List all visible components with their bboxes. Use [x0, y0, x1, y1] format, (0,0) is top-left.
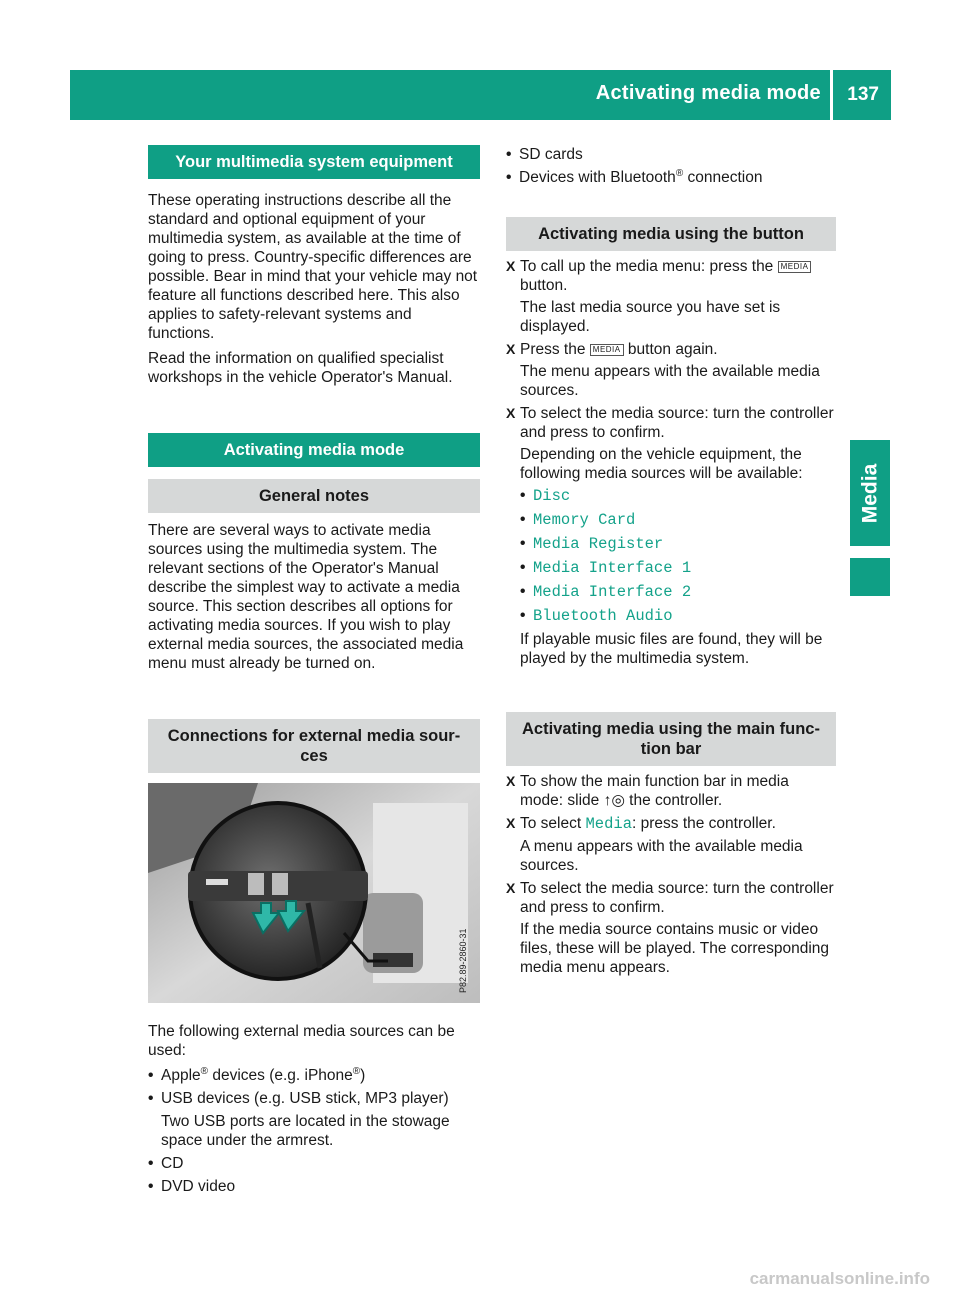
right-column [506, 145, 836, 981]
step-button-2-note: The menu appears with the available media sources. [520, 363, 820, 399]
step-arrow-icon: X [506, 258, 516, 274]
list-item-sd: • SD cards [506, 145, 836, 164]
heading-general-notes: General notes [148, 479, 480, 513]
step-button-2: X Press the MEDIA button again. The menu appears with the available media sources. [506, 340, 836, 400]
menu-item-memory-card: • Memory Card [520, 510, 836, 530]
menu-item-media-register: • Media Register [520, 534, 836, 554]
heading-activating-media-mode: Activating media mode [148, 433, 480, 467]
step-arrow-icon: X [506, 773, 516, 789]
heading-activating-button: Activating media using the button [506, 217, 836, 251]
menu-item-bluetooth-audio: • Bluetooth Audio [520, 606, 836, 626]
step-button-3: X To select the media source: turn the controller and press to confirm. Depending on the vehicle equipment, the following media sources will be available: • Disc • Memory Card • Media Register • Media Interface 1 • Media Interface 2 • Bluetooth Audio If playable music files are found, they will be played by the multimedia system. [506, 404, 836, 668]
connections-intro: The following external media sources can be used: [148, 1023, 455, 1059]
left-column [148, 145, 480, 1200]
media-key-icon: MEDIA [778, 261, 812, 273]
heading-connections: Connections for external media sour- ces [148, 719, 480, 773]
step-arrow-icon: X [506, 880, 516, 896]
step-bar-1: X To show the main function bar in media mode: slide ↑◎ the controller. [506, 773, 789, 809]
list-item-cd: • CD [148, 1154, 480, 1173]
heading-function-bar: Activating media using the main func- tion bar [506, 712, 836, 766]
list-item-usb: • USB devices (e.g. USB stick, MP3 player) [148, 1089, 480, 1108]
step-arrow-icon: X [506, 341, 516, 357]
menu-item-media: Media [585, 815, 632, 833]
usb-note: Two USB ports are located in the stowage space under the armrest. [161, 1113, 450, 1149]
media-key-icon: MEDIA [590, 344, 624, 356]
step-button-1-note: The last media source you have set is displayed. [520, 299, 781, 335]
list-item-dvd: • DVD video [148, 1177, 480, 1196]
step-bar-2: X To select Media: press the controller. A menu appears with the available media sources. [506, 814, 836, 875]
controller-slide-icon: ↑◎ [603, 792, 625, 809]
equipment-paragraph-2: Read the information on qualified specialist workshops in the vehicle Operator's Manual. [148, 350, 453, 386]
step-bar-3: X To select the media source: turn the controller and press to confirm. If the media source contains music or video files, these will be played. The corresponding media menu appears. [506, 879, 836, 977]
general-notes-paragraph: There are several ways to activate media sources using the multimedia system. The relevant sections of the Operator's Manual describe the simplest way to activate a media source. This section describes all options for activating media sources. If you wish to play external media sources, the associated media menu must already be turned on. [148, 522, 464, 672]
heading-equipment: Your multimedia system equipment [148, 145, 480, 179]
watermark: carmanualsonline.info [749, 1269, 930, 1288]
page-header [70, 70, 891, 120]
step-bar-3-note: If the media source contains music or video files, these will be played. The corresponding media menu appears. [520, 921, 830, 976]
step-button-3-note: Depending on the vehicle equipment, the following media sources will be available: [520, 446, 803, 482]
step-arrow-icon: X [506, 405, 516, 421]
side-tab-label: Media [858, 463, 882, 523]
list-item-apple: • Apple® devices (e.g. iPhone®) [148, 1066, 480, 1085]
usb-ports-photo [148, 783, 480, 1003]
step-bar-2-note: A menu appears with the available media sources. [520, 838, 803, 874]
step-button-1: X To call up the media menu: press the MEDIA button. The last media source you have set is displayed. [506, 257, 836, 336]
list-item-bluetooth: • Devices with Bluetooth® connection [506, 168, 836, 187]
equipment-paragraph-1: These operating instructions describe all the standard and optional equipment of your multimedia system, as available at the time of going to press. Country-specific differences are possible. Bear in mind that your vehicle may not feature all functions described here. This also applies to safety-relevant systems and functions. [148, 192, 478, 342]
side-tab-marker [850, 558, 890, 596]
found-note: If playable music files are found, they will be played by the multimedia system. [520, 631, 823, 667]
header-title: Activating media mode [595, 82, 821, 104]
menu-item-media-interface-1: • Media Interface 1 [520, 558, 836, 578]
page-number: 137 [847, 84, 879, 105]
header-divider [830, 70, 833, 120]
photo-code: P82.89-2860-31 [458, 928, 468, 993]
menu-item-disc: • Disc [520, 486, 836, 506]
menu-item-media-interface-2: • Media Interface 2 [520, 582, 836, 602]
step-arrow-icon: X [506, 815, 516, 831]
